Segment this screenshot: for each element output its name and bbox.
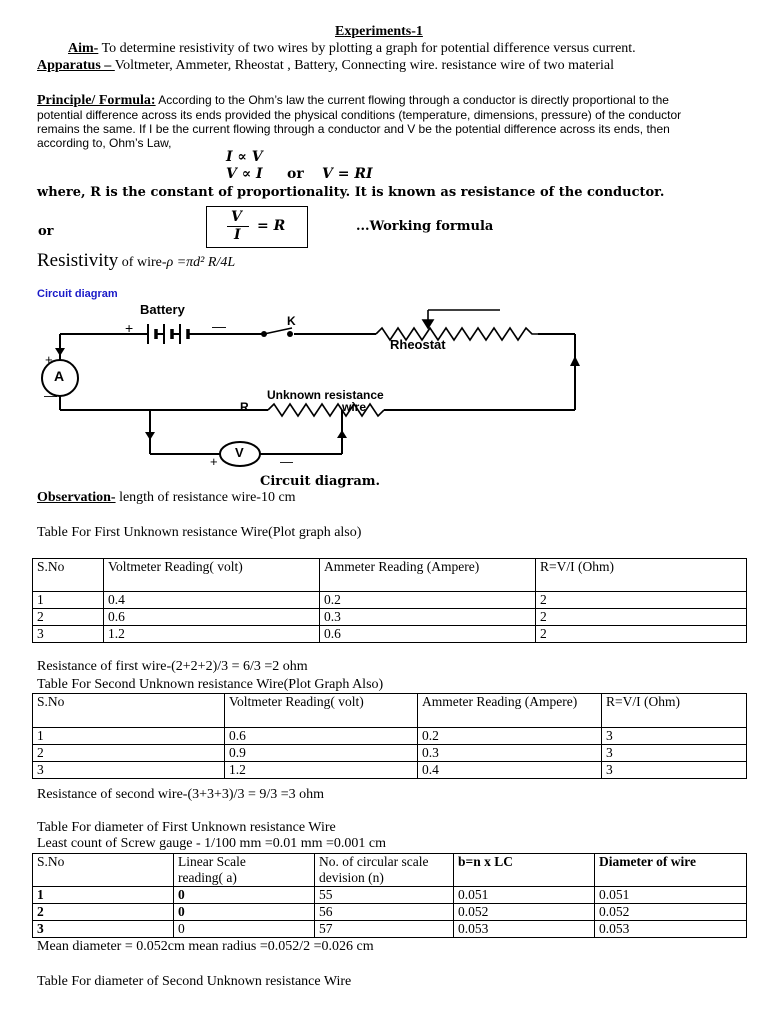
formula-v-prop-i: V ∝ I — [226, 166, 263, 182]
aim-line — [68, 41, 636, 57]
battery-plus: + — [125, 320, 134, 336]
formula-or-2: or — [38, 224, 54, 239]
header-line: reading( a) — [178, 870, 237, 885]
table-cell: 0.053 — [595, 921, 747, 938]
principle-label: Principle/ Formula: — [37, 93, 156, 108]
table-cell: 55 — [315, 887, 454, 904]
formula-box-denominator: I — [234, 227, 241, 243]
key-label: K — [287, 314, 296, 328]
header-line: S.No — [37, 854, 65, 869]
resistivity-of-wire: of wire- — [118, 255, 167, 270]
table-cell: 3 — [602, 762, 747, 779]
voltmeter-plus: + — [210, 454, 218, 469]
table-cell: 2 — [33, 609, 104, 626]
table-cell: 3 — [33, 921, 174, 938]
principle-text-3: remains the same. If I be the current flowing through a conductor and V be the potential difference across its ends, then — [37, 122, 670, 136]
table-header-cell: R=V/I (Ohm) — [536, 559, 747, 592]
table-cell: 0.3 — [418, 745, 602, 762]
table3-result: Mean diameter = 0.052cm mean radius =0.052/2 =0.026 cm — [37, 939, 374, 954]
formula-box — [206, 206, 308, 248]
table-header-cell: R=V/I (Ohm) — [602, 694, 747, 728]
table1-title: Table For First Unknown resistance Wire(Plot graph also) — [37, 525, 362, 540]
battery-minus: — — [212, 318, 226, 334]
table-cell: 0.9 — [225, 745, 418, 762]
ammeter-plus: + — [45, 352, 53, 367]
table-cell: 0.051 — [454, 887, 595, 904]
table-cell: 0.2 — [418, 728, 602, 745]
table-cell: 56 — [315, 904, 454, 921]
table-row — [33, 762, 747, 779]
battery-symbol — [148, 324, 222, 344]
table-row — [33, 592, 747, 609]
table3-header-row — [33, 854, 747, 887]
table-cell: 1.2 — [104, 626, 320, 643]
table-row — [33, 887, 747, 904]
table2-result: Resistance of second wire-(3+3+3)/3 = 9/3 =3 ohm — [37, 787, 325, 802]
principle-text-1: According to the Ohm’s law the current flowing through a conductor is directly proportional to the — [155, 93, 669, 107]
table-cell: 2 — [33, 745, 225, 762]
table-cell: 0 — [174, 921, 315, 938]
working-formula-label: ...Working formula — [356, 219, 494, 234]
table3 — [32, 853, 747, 938]
header-line: b=n x LC — [458, 854, 513, 869]
table-cell: 1.2 — [225, 762, 418, 779]
header-line: No. of circular scale — [319, 854, 429, 869]
table-cell: 0.4 — [418, 762, 602, 779]
least-count: Least count of Screw gauge - 1/100 mm =0.01 mm =0.001 cm — [37, 836, 387, 851]
table-row — [33, 745, 747, 762]
table-cell: 0.6 — [320, 626, 536, 643]
table-cell: 2 — [536, 626, 747, 643]
table2-header-row — [33, 694, 747, 728]
table-cell: 0.3 — [320, 609, 536, 626]
table-cell: 0.6 — [104, 609, 320, 626]
table1-header-row — [33, 559, 747, 592]
battery-label: Battery — [140, 302, 185, 317]
rheostat-slider — [423, 310, 500, 328]
table-cell: 2 — [536, 592, 747, 609]
aim-label: Aim- — [68, 41, 99, 56]
observation-label: Observation- — [37, 490, 116, 505]
formula-v-eq-ri: V = RI — [322, 166, 373, 182]
table-cell: 0.2 — [320, 592, 536, 609]
table-header-cell: Voltmeter Reading( volt) — [104, 559, 320, 592]
table-cell: 3 — [602, 728, 747, 745]
resistor-zigzag — [268, 404, 384, 416]
principle-text-2: potential difference across its ends provided the physical conditions (temperature, dimensions, pressure) of the conductor — [37, 108, 682, 122]
table-cell: 2 — [33, 904, 174, 921]
table-cell: 1 — [33, 887, 174, 904]
table-cell: 0 — [174, 904, 315, 921]
table2 — [32, 693, 747, 779]
table-header-cell — [33, 854, 174, 887]
key-switch — [261, 328, 293, 337]
table-cell: 0 — [174, 887, 315, 904]
resistivity-line — [37, 250, 235, 272]
header-line: Diameter of wire — [599, 854, 696, 869]
table-cell: 1 — [33, 728, 225, 745]
apparatus-label: Apparatus – — [37, 58, 115, 73]
table-cell: 0.051 — [595, 887, 747, 904]
table-cell: 57 — [315, 921, 454, 938]
formula-where-text: where, R is the constant of proportionality. It is known as resistance of the conductor. — [37, 185, 665, 200]
table-cell: 0.4 — [104, 592, 320, 609]
ammeter-minus: — — [44, 388, 57, 403]
table-cell: 0.052 — [454, 904, 595, 921]
table-header-cell: Voltmeter Reading( volt) — [225, 694, 418, 728]
table-cell: 3 — [33, 626, 104, 643]
table-cell: 0.6 — [225, 728, 418, 745]
apparatus-line — [37, 58, 614, 74]
table4-title: Table For diameter of Second Unknown resistance Wire — [37, 974, 352, 989]
table-row — [33, 728, 747, 745]
aim-text: To determine resistivity of two wires by plotting a graph for potential difference versus current. — [98, 41, 636, 56]
header-line: Linear Scale — [178, 854, 246, 869]
table-header-cell — [595, 854, 747, 887]
table-row — [33, 609, 747, 626]
formula-box-rhs: = R — [257, 218, 286, 234]
table-header-cell — [174, 854, 315, 887]
table-cell: 3 — [33, 762, 225, 779]
table-header-cell: S.No — [33, 559, 104, 592]
page-title: Experiments-1 — [335, 24, 423, 39]
principle-text-4: according to, Ohm’s Law, — [37, 136, 172, 150]
rheostat-label: Rheostat — [390, 337, 446, 352]
circuit-caption: Circuit diagram. — [260, 474, 381, 489]
table-row — [33, 626, 747, 643]
table-header-cell — [454, 854, 595, 887]
table-cell: 1 — [33, 592, 104, 609]
unknown-resistance-wire-label: wire — [342, 400, 367, 414]
ammeter-label: A — [54, 368, 65, 384]
principle-line-1 — [37, 91, 669, 109]
table-cell: 0.053 — [454, 921, 595, 938]
table-cell: 3 — [602, 745, 747, 762]
apparatus-text: Voltmeter, Ammeter, Rheostat , Battery, Connecting wire. resistance wire of two material — [114, 58, 615, 73]
table-header-cell: S.No — [33, 694, 225, 728]
circuit-diagram-heading: Circuit diagram — [37, 288, 118, 300]
table1 — [32, 558, 747, 643]
table-header-cell: Ammeter Reading (Ampere) — [418, 694, 602, 728]
formula-or-1: or — [287, 166, 304, 182]
table-cell: 0.052 — [595, 904, 747, 921]
voltmeter-label: V — [235, 445, 244, 460]
table-header-cell: Ammeter Reading (Ampere) — [320, 559, 536, 592]
unknown-resistance-label: Unknown resistance — [267, 388, 384, 402]
voltmeter-minus: — — [280, 454, 293, 469]
table2-title: Table For Second Unknown resistance Wire(Plot Graph Also) — [37, 677, 384, 692]
table-cell: 2 — [536, 609, 747, 626]
table-row — [33, 904, 747, 921]
resistivity-formula: ρ =πd² R/4L — [166, 255, 236, 270]
table-header-cell — [315, 854, 454, 887]
formula-i-prop-v: I ∝ V — [226, 149, 263, 165]
observation-line — [37, 490, 296, 506]
resistor-r-label: R — [240, 400, 249, 414]
table1-result: Resistance of first wire-(2+2+2)/3 = 6/3 =2 ohm — [37, 659, 308, 674]
formula-box-numerator: V — [231, 209, 242, 225]
table3-title: Table For diameter of First Unknown resistance Wire — [37, 820, 336, 835]
header-line: devision (n) — [319, 870, 384, 885]
observation-text: length of resistance wire-10 cm — [115, 490, 296, 505]
table-row — [33, 921, 747, 938]
resistivity-word: Resistivity — [37, 250, 119, 271]
